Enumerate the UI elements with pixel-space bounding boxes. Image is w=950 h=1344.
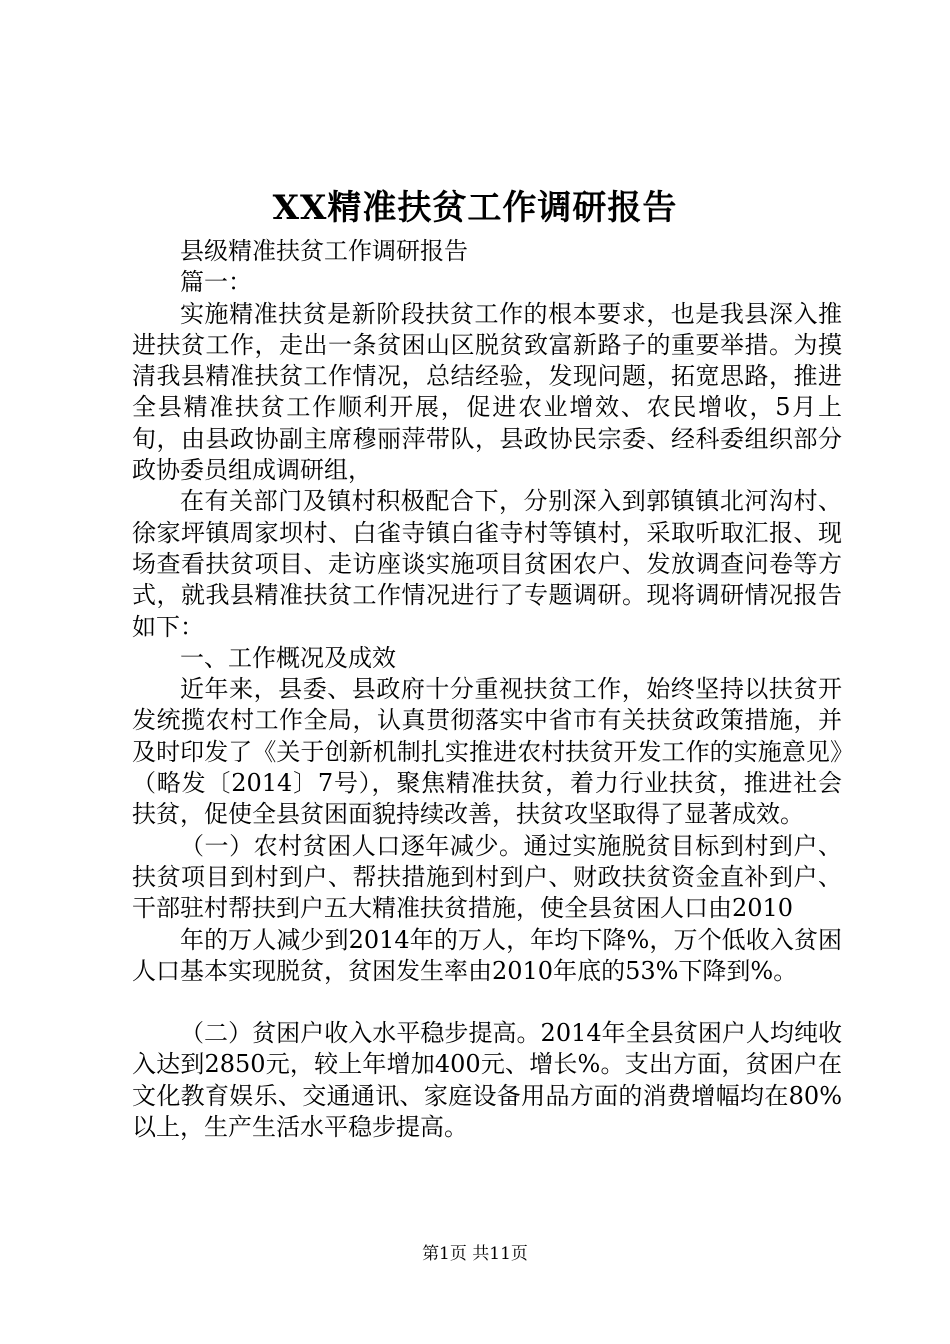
body-paragraph: 近年来，县委、县政府十分重视扶贫工作，始终坚持以扶贫开发统揽农村工作全局，认真贯彻落实中省市有关扶贫政策措施，并及时印发了《关于创新机制扎实推进农村扶贫开发工作的实施意见》（略发〔2014〕7号），聚焦精准扶贫，着力行业扶贫，推进社会扶贫，促使全县贫困面貌持续改善，扶贫攻坚取得了显著成效。 (132, 675, 842, 829)
body-paragraph: 在有关部门及镇村积极配合下，分别深入到郭镇镇北河沟村、徐家坪镇周家坝村、白雀寺镇白雀寺村等镇村，采取听取汇报、现场查看扶贫项目、走访座谈实施项目贫困农户、发放调查问卷等方式，就我县精准扶贫工作情况进行了专题调研。现将调研情况报告如下： (132, 487, 842, 641)
body-paragraph: 实施精准扶贫是新阶段扶贫工作的根本要求，也是我县深入推进扶贫工作，走出一条贫困山区脱贫致富新路子的重要举措。为摸清我县精准扶贫工作情况，总结经验，发现问题，拓宽思路，推进全县精准扶贫工作顺利开展，促进农业增效、农民增收，5月上旬，由县政协副主席穆丽萍带队，县政协民宗委、经科委组织部分政协委员组成调研组， (132, 299, 842, 485)
body-paragraph: （二）贫困户收入水平稳步提高。2014年全县贫困户人均纯收入达到2850元，较上年增加400元、增长%。支出方面，贫困户在文化教育娱乐、交通通讯、家庭设备用品方面的消费增幅均在80%以上，生产生活水平稳步提高。 (132, 1019, 842, 1142)
page-number-footer: 第1页 共11页 (422, 1244, 528, 1264)
body-paragraph: （一）农村贫困人口逐年减少。通过实施脱贫目标到村到户、扶贫项目到村到户、帮扶措施到村到户、财政扶贫资金直补到户、干部驻村帮扶到户五大精准扶贫措施，使全县贫困人口由2010 (132, 831, 842, 923)
subtitle-paragraph: 县级精准扶贫工作调研报告 (180, 237, 468, 265)
document-title: XX精准扶贫工作调研报告 (272, 188, 678, 228)
section-heading: 一、工作概况及成效 (180, 643, 396, 672)
document-body (132, 236, 842, 1143)
section-label-paragraph: 篇一： (180, 268, 252, 297)
body-paragraph: 年的万人减少到2014年的万人，年均下降%，万个低收入贫困人口基本实现脱贫，贫困发生率由2010年底的53%下降到%。 (132, 925, 842, 985)
